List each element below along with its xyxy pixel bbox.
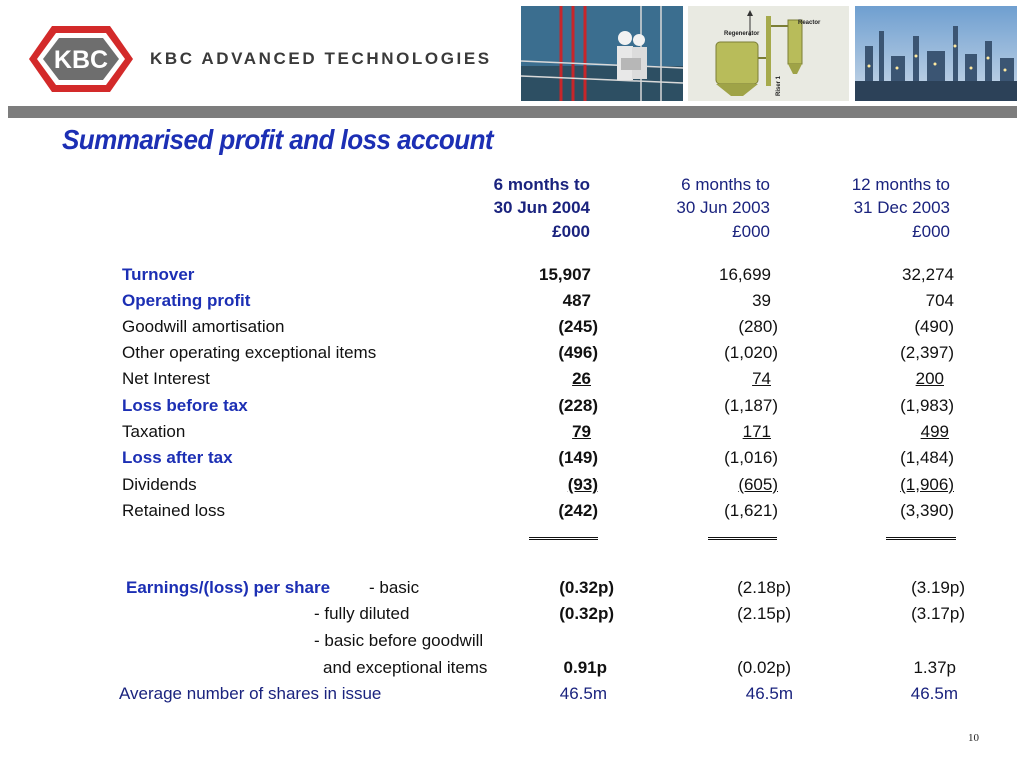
kbc-logo-icon [26,23,136,95]
cell-turnover-2003h: 16,699 [719,265,771,284]
eps-basic-label: - basic [369,578,420,597]
cell-eps-diluted-2004: (0.32p) [559,604,614,623]
cell-turnover-2004: 15,907 [539,265,591,284]
col-3-header-line2: 31 Dec 2003 [853,198,950,217]
photo-engineers [521,6,683,101]
col-1-header-unit: £000 [552,222,590,241]
cell-dividends-2003h: (605) [738,475,778,494]
col-1-header-line2: 30 Jun 2004 [493,198,590,217]
row-label-taxation: Taxation [122,422,186,441]
cell-eps-diluted-2003h: (2.15p) [737,604,791,623]
svg-text:Regenerator: Regenerator [724,31,760,37]
cell-taxation-2003h: 171 [742,422,771,441]
col-3-header-unit: £000 [912,222,950,241]
cell-operating-profit-2003fy: 704 [925,291,954,310]
row-label-turnover: Turnover [122,265,195,284]
cell-turnover-2003fy: 32,274 [902,265,954,284]
svg-text:KBC: KBC [53,46,109,74]
shares-label: Average number of shares in issue [119,684,382,703]
cell-goodwill-2003fy: (490) [914,317,954,336]
cell-net-interest-2003fy: 200 [915,369,944,388]
svg-text:Reactor: Reactor [798,20,821,26]
cell-loss-after-tax-2003h: (1,016) [724,448,778,467]
cell-goodwill-2004: (245) [558,317,598,336]
cell-eps-diluted-2003fy: (3.17p) [911,604,965,623]
cell-loss-before-tax-2003h: (1,187) [724,396,778,415]
company-name: KBC ADVANCED TECHNOLOGIES [150,49,492,68]
cell-taxation-2003fy: 499 [920,422,949,441]
cell-taxation-2004: 79 [572,422,591,441]
cell-net-interest-2003h: 74 [752,369,771,388]
cell-loss-after-tax-2003fy: (1,484) [900,448,954,467]
photo-refinery [855,6,1017,101]
row-label-net-interest: Net Interest [122,369,210,388]
cell-eps-basic-2003fy: (3.19p) [911,578,965,597]
cell-retained-loss-2004: (242) [558,501,598,520]
cell-retained-loss-2003fy: (3,390) [900,501,954,520]
eps-label: Earnings/(loss) per share [126,578,331,597]
row-label-goodwill: Goodwill amortisation [122,317,285,336]
photo-reactor-diagram [688,6,849,101]
cell-loss-before-tax-2003fy: (1,983) [900,396,954,415]
col-1-header-line1: 6 months to [493,175,590,194]
cell-exceptional-2003fy: (2,397) [900,343,954,362]
col-2-header-line1: 6 months to [681,175,770,194]
row-label-loss-after-tax: Loss after tax [122,448,233,467]
cell-shares-2003fy: 46.5m [910,684,958,703]
cell-eps-before-goodwill-2003h: (0.02p) [737,658,791,677]
row-label-retained-loss: Retained loss [122,501,226,520]
page-number: 10 [968,732,979,744]
svg-text:Riser 1: Riser 1 [776,75,782,96]
cell-exceptional-2003h: (1,020) [724,343,778,362]
eps-before-goodwill-label: - basic before goodwill [314,631,484,650]
row-label-loss-before-tax: Loss before tax [122,396,248,415]
col-2-header-line2: 30 Jun 2003 [676,198,770,217]
col-2-header-unit: £000 [732,222,770,241]
cell-goodwill-2003h: (280) [738,317,778,336]
cell-eps-basic-2004: (0.32p) [559,578,614,597]
cell-loss-before-tax-2004: (228) [558,396,598,415]
cell-operating-profit-2003h: 39 [752,291,771,310]
cell-shares-2003h: 46.5m [745,684,793,703]
cell-shares-2004: 46.5m [559,684,607,703]
cell-dividends-2004: (93) [567,475,598,494]
kbc-logo [26,23,136,95]
row-label-exceptional: Other operating exceptional items [122,343,377,362]
cell-retained-loss-2003h: (1,621) [724,501,778,520]
cell-operating-profit-2004: 487 [562,291,591,310]
cell-net-interest-2004: 26 [572,369,591,388]
row-label-dividends: Dividends [122,475,197,494]
cell-dividends-2003fy: (1,906) [900,475,954,494]
eps-diluted-label: - fully diluted [314,604,410,623]
page-title: Summarised profit and loss account [62,124,494,155]
cell-eps-before-goodwill-2004: 0.91p [563,658,607,677]
cell-loss-after-tax-2004: (149) [558,448,598,467]
col-3-header-line1: 12 months to [851,175,950,194]
double-rule-col-1 [529,537,598,540]
cell-exceptional-2004: (496) [558,343,598,362]
header-divider-bar [8,106,1017,118]
cell-eps-basic-2003h: (2.18p) [737,578,791,597]
double-rule-col-3 [886,537,956,540]
cell-eps-before-goodwill-2003fy: 1.37p [913,658,956,677]
eps-before-goodwill-label-line2: and exceptional items [323,658,488,677]
double-rule-col-2 [708,537,777,540]
row-label-operating-profit: Operating profit [122,291,251,310]
